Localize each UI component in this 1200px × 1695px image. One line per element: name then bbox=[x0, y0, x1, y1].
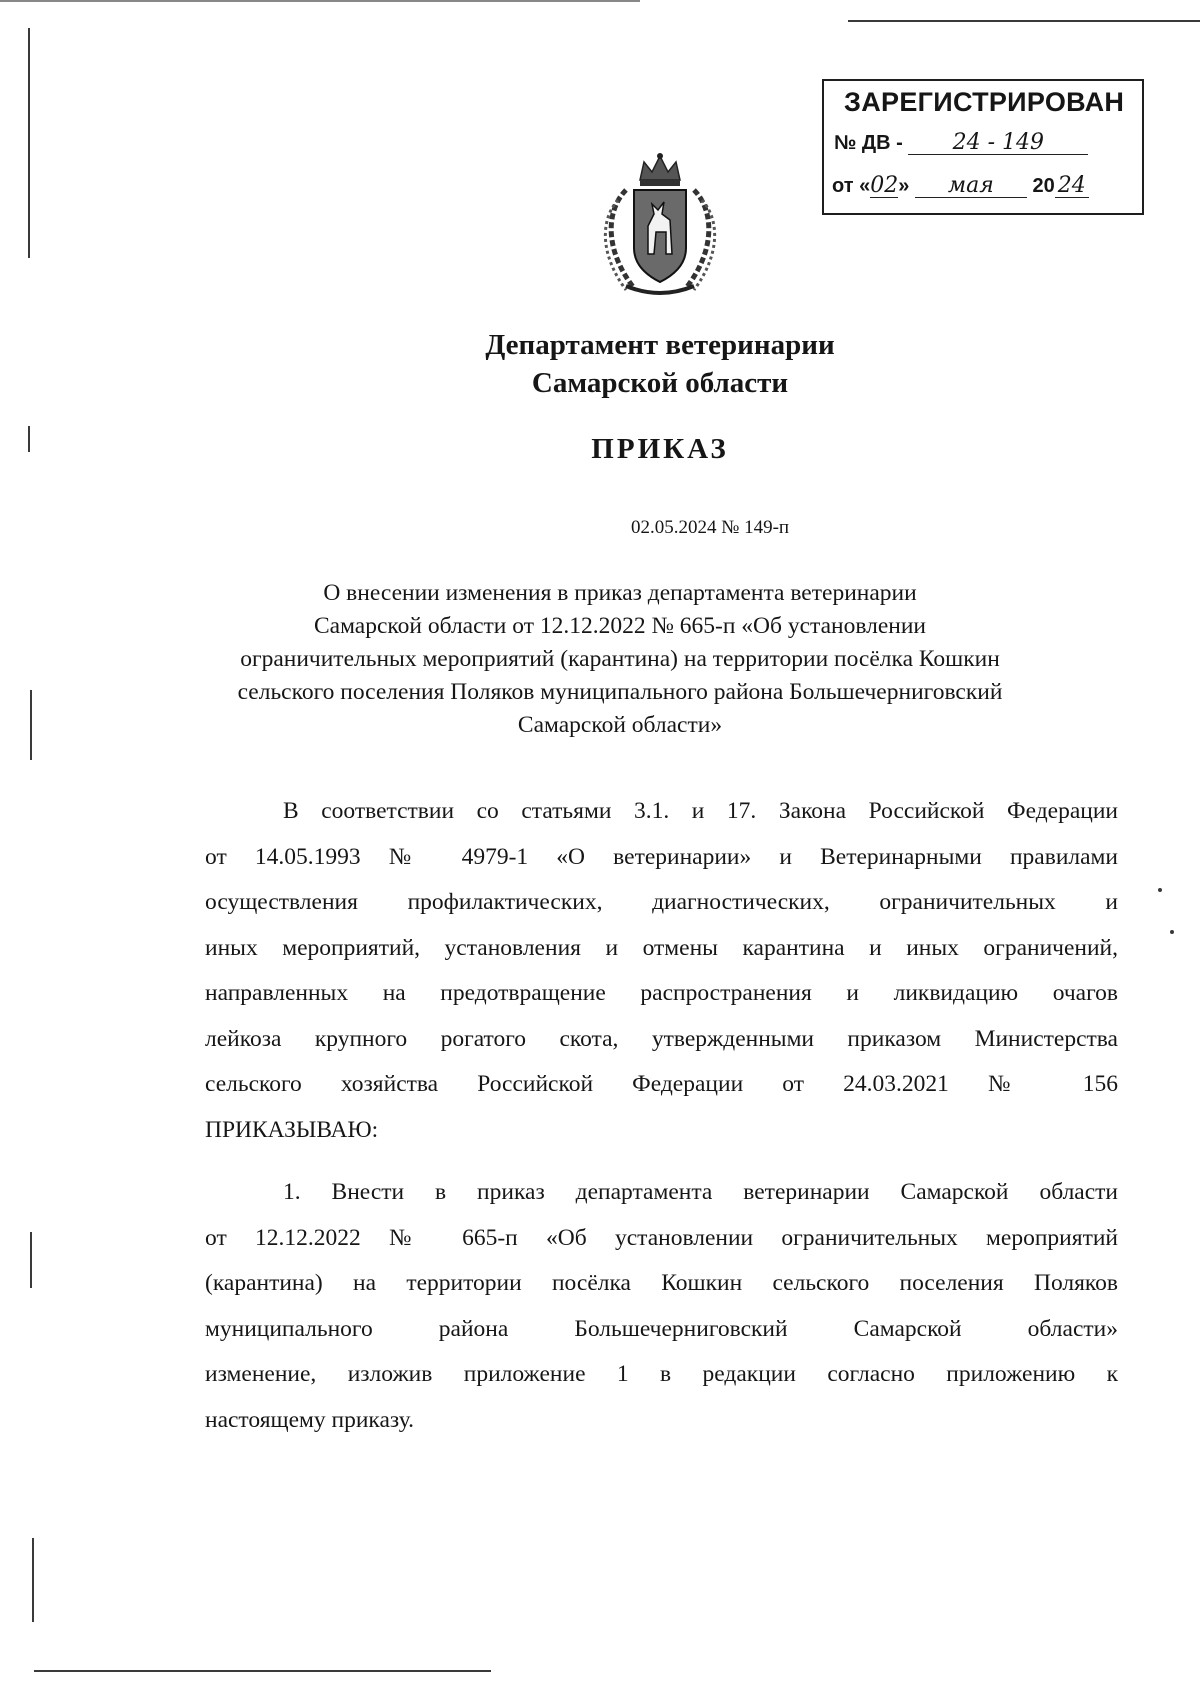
stamp-number-value: 24 - 149 bbox=[908, 132, 1088, 155]
stamp-date-day: 02 bbox=[870, 173, 899, 198]
document-type: ПРИКАЗ bbox=[591, 433, 729, 465]
stamp-number-row bbox=[834, 132, 1088, 155]
stamp-title: ЗАРЕГИСТРИРОВАН bbox=[844, 87, 1125, 117]
stamp-date-month: мая bbox=[915, 175, 1027, 198]
scan-artifact-left-2 bbox=[28, 426, 30, 452]
scan-artifact-top-right bbox=[848, 20, 1200, 22]
body-line: изменение, изложив приложение 1 в редакции согласно приложению к bbox=[205, 1361, 1118, 1387]
organization-name-line1: Департамент ветеринарии bbox=[485, 329, 835, 361]
subject-line: О внесении изменения в приказ департамента ветеринарии bbox=[323, 580, 917, 606]
scan-artifact-left-1 bbox=[28, 28, 30, 258]
registration-stamp bbox=[822, 79, 1144, 215]
organization-name bbox=[60, 326, 1200, 402]
scan-artifact-left-5 bbox=[32, 1538, 34, 1622]
scan-artifact-bottom bbox=[34, 1670, 491, 1672]
body-line: направленных на предотвращение распространения и ликвидацию очагов bbox=[205, 980, 1118, 1006]
body-line: от 14.05.1993 № 4979-1 «О ветеринарии» и Ветеринарными правилами bbox=[205, 843, 1118, 870]
document-number: 02.05.2024 № 149-п bbox=[630, 517, 790, 538]
subject-line: сельского поселения Поляков муниципального района Большечерниговский bbox=[237, 679, 1003, 705]
subject-line: Самарской области от 12.12.2022 № 665-п «Об установлении bbox=[313, 613, 927, 639]
scan-artifact-dots-2 bbox=[1170, 930, 1174, 934]
stamp-date-row bbox=[832, 175, 1089, 198]
document-subject bbox=[190, 577, 1050, 742]
body-line: (карантина) на территории посёлка Кошкин сельского поселения Поляков bbox=[205, 1270, 1118, 1296]
body-line: сельского хозяйства Российской Федерации от 24.03.2021 № 156 bbox=[205, 1071, 1118, 1097]
stamp-year-suffix: 24 bbox=[1055, 175, 1089, 198]
scan-artifact-left-4 bbox=[30, 1232, 32, 1288]
stamp-year-prefix: 20 bbox=[1032, 175, 1055, 197]
order-keyword: ПРИКАЗЫВАЮ: bbox=[205, 1116, 379, 1143]
body-line: иных мероприятий, установления и отмены карантина и иных ограничений, bbox=[205, 934, 1118, 961]
body-line: 1. Внести в приказ департамента ветеринарии Самарской области bbox=[283, 1179, 1118, 1205]
scan-artifact-dots bbox=[1158, 888, 1162, 892]
subject-line: ограничительных мероприятий (карантина) на территории посёлка Кошкин bbox=[240, 646, 1000, 672]
body-line: В соответствии со статьями 3.1. и 17. Закона Российской Федерации bbox=[283, 798, 1118, 824]
order-item-paragraph bbox=[205, 1170, 1118, 1443]
stamp-date-mid: » bbox=[898, 175, 910, 197]
body-line: муниципального района Большечерниговский Самарской области» bbox=[205, 1315, 1118, 1342]
scan-artifact-left-3 bbox=[30, 690, 32, 760]
organization-name-line2: Самарской области bbox=[531, 367, 789, 399]
body-line-last: настоящему приказу. bbox=[205, 1406, 414, 1433]
body-line: от 12.12.2022 № 665-п «Об установлении ограничительных мероприятий bbox=[205, 1224, 1118, 1251]
preamble-paragraph bbox=[205, 789, 1118, 1153]
body-line: лейкоза крупного рогатого скота, утвержденными приказом Министерства bbox=[205, 1025, 1118, 1052]
stamp-number-prefix: № ДВ - bbox=[834, 132, 903, 154]
subject-line: Самарской области» bbox=[517, 712, 723, 738]
scan-artifact-top-left bbox=[0, 0, 640, 2]
samara-coat-of-arms-icon bbox=[596, 150, 724, 300]
body-line: осуществления профилактических, диагностических, ограничительных и bbox=[205, 889, 1118, 915]
stamp-date-prefix: от « bbox=[832, 175, 871, 197]
